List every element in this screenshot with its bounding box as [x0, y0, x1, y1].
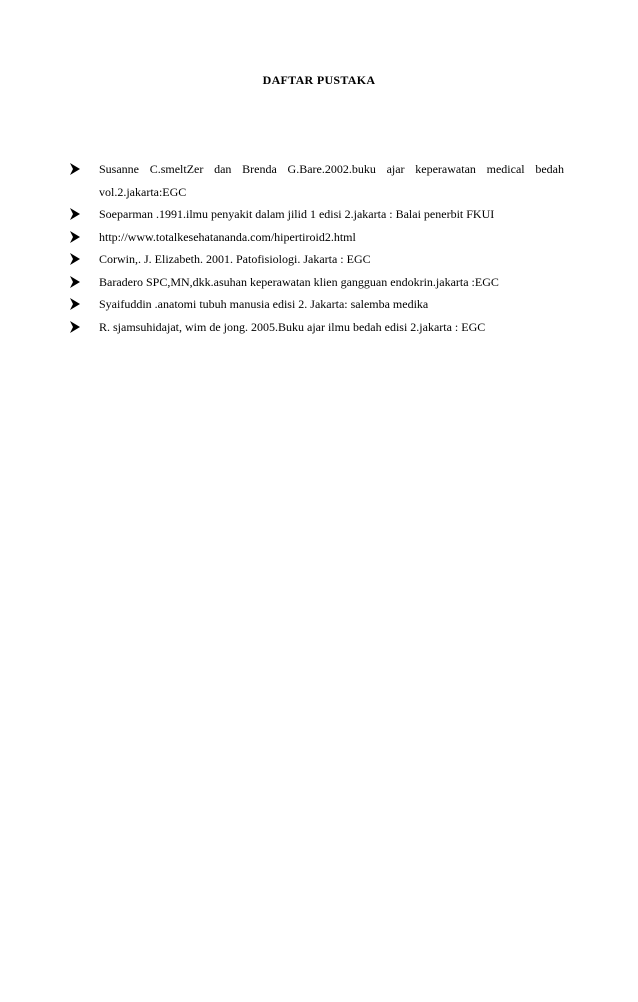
reference-list [70, 158, 564, 338]
page-title: DAFTAR PUSTAKA [262, 73, 376, 87]
arrowhead-bullet-icon [70, 253, 80, 265]
arrowhead-bullet-icon [70, 208, 80, 220]
arrowhead-bullet-icon [70, 298, 80, 310]
reference-item [70, 271, 564, 294]
arrowhead-bullet-icon [70, 321, 80, 333]
reference-text: Syaifuddin .anatomi tubuh manusia edisi 2. Jakarta: salemba medika [99, 297, 429, 311]
reference-item [70, 158, 564, 203]
arrowhead-bullet-icon [70, 231, 80, 243]
reference-text: Soeparman .1991.ilmu penyakit dalam jilid 1 edisi 2.jakarta : Balai penerbit FKUI [99, 207, 495, 221]
reference-item [70, 203, 564, 226]
reference-item [70, 226, 564, 249]
reference-link[interactable]: http://www.totalkesehatananda.com/hipertiroid2.html [99, 229, 356, 244]
reference-item [70, 316, 564, 339]
reference-text: R. sjamsuhidajat, wim de jong. 2005.Buku ajar ilmu bedah edisi 2.jakarta : EGC [99, 319, 486, 334]
reference-item [70, 293, 564, 316]
reference-text: Baradero SPC,MN,dkk.asuhan keperawatan klien gangguan endokrin.jakarta :EGC [99, 274, 499, 289]
reference-text: Corwin,. J. Elizabeth. 2001. Patofisiologi. Jakarta : EGC [99, 252, 371, 266]
arrowhead-bullet-icon [70, 163, 80, 175]
arrowhead-bullet-icon [70, 276, 80, 288]
reference-text: Susanne C.smeltZer dan Brenda G.Bare.2002.buku ajar keperawatan medical bedah vol.2.jakarta:EGC [99, 162, 564, 199]
reference-item [70, 248, 564, 271]
